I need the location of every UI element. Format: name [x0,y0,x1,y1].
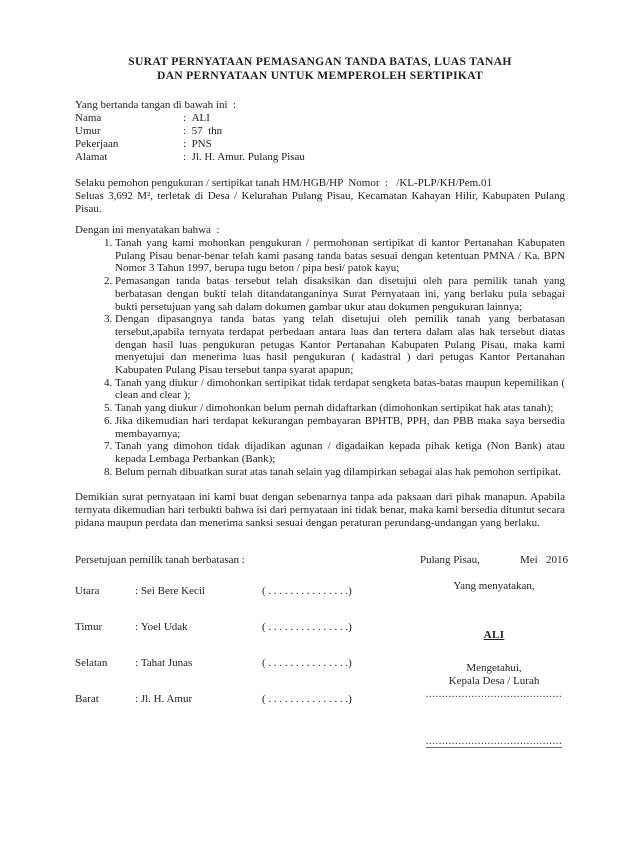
border-label: Selatan [75,657,108,670]
village-head-dotted-line: .......................................... [425,688,563,701]
identity-value: 57 thn [191,125,223,137]
document-title [75,55,565,83]
signature-placeholder: ( . . . . . . . . . . . . . . .) [262,585,352,598]
document-content [75,55,568,754]
statement-item: 7. Tanah yang dimohon tidak dijadikan agunan / digadaikan kepada pihak ketiga (Non Bank) atau kepada Lembaga Perbankan (Bank); [115,440,565,465]
identity-row-alamat [75,151,565,164]
colon: : [135,621,139,634]
applicant-paragraph [75,177,565,216]
closing-paragraph: Demikian surat pernyataan ini kami buat dengan sebenarnya tanpa ada paksaan dari pihak manapun. Apabila ternyata dikemudian hari terbukti bahwa isi dari pernyataan ini tidak benar, maka kami bersedia dituntut secara pidana maupun perdata dan menerima sanksi sesuai dengan peraturan perundang-undangan yang berlaku. [75,491,565,530]
document-title-line1: SURAT PERNYATAAN PEMASANGAN TANDA BATAS, LUAS TANAH [128,55,512,68]
colon: : [183,151,187,163]
applicant-line1: Selaku pemohon pengukuran / sertipikat tanah HM/HGB/HP Nomor : /KL-PLP/KH/Pem.01 [75,177,492,189]
identity-label: Nama [75,112,102,124]
border-label: Utara [75,585,100,598]
colon: : [135,657,139,670]
statement-item: 5. Tanah yang diukur / dimohonkan belum pernah didaftarkan (dimohonkan sertipikat hak atas tanah); [115,402,565,415]
document-title-line2: DAN PERNYATAAN UNTUK MEMPEROLEH SERTIPIKAT [156,69,484,82]
signature-placeholder: ( . . . . . . . . . . . . . . .) [262,621,352,634]
identity-label: Pekerjaan [75,138,119,150]
colon: : [135,585,139,598]
second-signature-line-wrap [420,735,568,748]
statement-item: 4. Tanah yang diukur / dimohonkan sertipikat tidak terdapat sengketa batas-batas maupun kepemilikan ( clean and clear ); [115,377,565,402]
identity-row-pekerjaan [75,138,565,151]
identity-row-umur [75,125,565,138]
border-approval-heading: Persetujuan pemilik tanah berbatasan : [75,554,245,567]
statements-list [75,237,565,478]
place-date-line [420,554,568,567]
statement-item: 8. Belum pernah dibuatkan surat atas tanah selain yag dilampirkan sebagai alas hak pemohon sertipikat. [115,466,565,479]
identity-intro: Yang bertanda tangan di bawah ini : [75,99,237,111]
signature-placeholder: ( . . . . . . . . . . . . . . .) [262,657,352,670]
place-label: Pulang Pisau, [420,554,480,567]
signature-placeholder: ( . . . . . . . . . . . . . . .) [262,693,352,706]
colon: : [183,112,187,124]
identity-value: PNS [191,138,212,150]
declarer-label: Yang menyatakan, [453,580,535,593]
statement-item: 6. Jika dikemudian hari terdapat kekurangan pembayaran BPHTB, PPH, dan PBB maka saya bersedia membayarnya; [115,415,565,440]
border-name: Sei Bere Kecil [140,585,205,598]
acknowledgement-line2: Kepala Desa / Lurah [448,675,540,688]
border-name: Jl. H. Amur [140,693,193,706]
border-name: Tahat Junas [140,657,193,670]
border-row-timur [75,621,352,634]
acknowledgement-block [420,662,568,701]
colon: : [183,138,187,150]
identity-label: Umur [75,125,101,137]
statements-heading: Dengan ini menyatakan bahwa : [75,224,220,236]
applicant-line2: Seluas 3,692 M², terletak di Desa / Kelurahan Pulang Pisau, Kecamatan Kahayan Hilir, Kabupaten Pulang Pisau. [75,190,565,215]
signature-section [75,554,568,754]
acknowledgement-line1: Mengetahui, [466,662,522,675]
identity-row-nama [75,112,565,125]
border-row-barat [75,693,352,706]
date-label: Mei 2016 [520,554,568,567]
identity-value: Jl. H. Amur. Pulang Pisau [191,151,305,163]
statement-item: 3. Dengan dipasangnya tanda batas yang telah disetujui oleh pemilik tanah yang berbatasan tersebut,apabila ternyata terdapat perbedaan antara luas dan tertera dalam alas hak tersebut diatas dengan hasil luas pengukuran petugas Kantor Pertanahan Kabupaten Pulang Pisau, maka kami menyetujui dan menerima luas hasil pengukuran ( kadastral ) dari petugas Kantor Pertanahan Kabupaten Pulang Pisau tersebut tanpa syarat apapun; [115,313,565,377]
statement-item: 1. Tanah yang kami mohonkan pengukuran / permohonan sertipikat di kantor Pertanahan Kabupaten Pulang Pisau benar-benar telah kami pasang tanda batas sesuai dengan ketentuan PMNA / Ka. BPN Nomor 3 Tahun 1997, berupa tugu beton / pipa besi/ patok kayu; [115,237,565,275]
border-label: Barat [75,693,99,706]
border-name: Yoel Udak [140,621,188,634]
declarer-name: ALI [483,629,505,642]
identity-rows [75,112,565,164]
border-row-utara [75,585,352,598]
colon: : [183,125,187,137]
statement-item: 2. Pemasangan tanda batas tersebut telah disaksikan dan disetujui oleh para pemilik tanah yang berbatasan dengan bukti telah ditandatanganinya Surat Pernyataan ini, yang berlaku pula sebagai bukti persetujuan yang sah dalam dokumen gambar ukur atau dokumen pengukuran lainnya; [115,275,565,313]
border-label: Timur [75,621,103,634]
border-row-selatan [75,657,352,670]
colon: : [135,693,139,706]
identity-value: ALI [191,112,210,124]
identity-label: Alamat [75,151,108,163]
second-dotted-line: .......................................... [425,735,563,748]
